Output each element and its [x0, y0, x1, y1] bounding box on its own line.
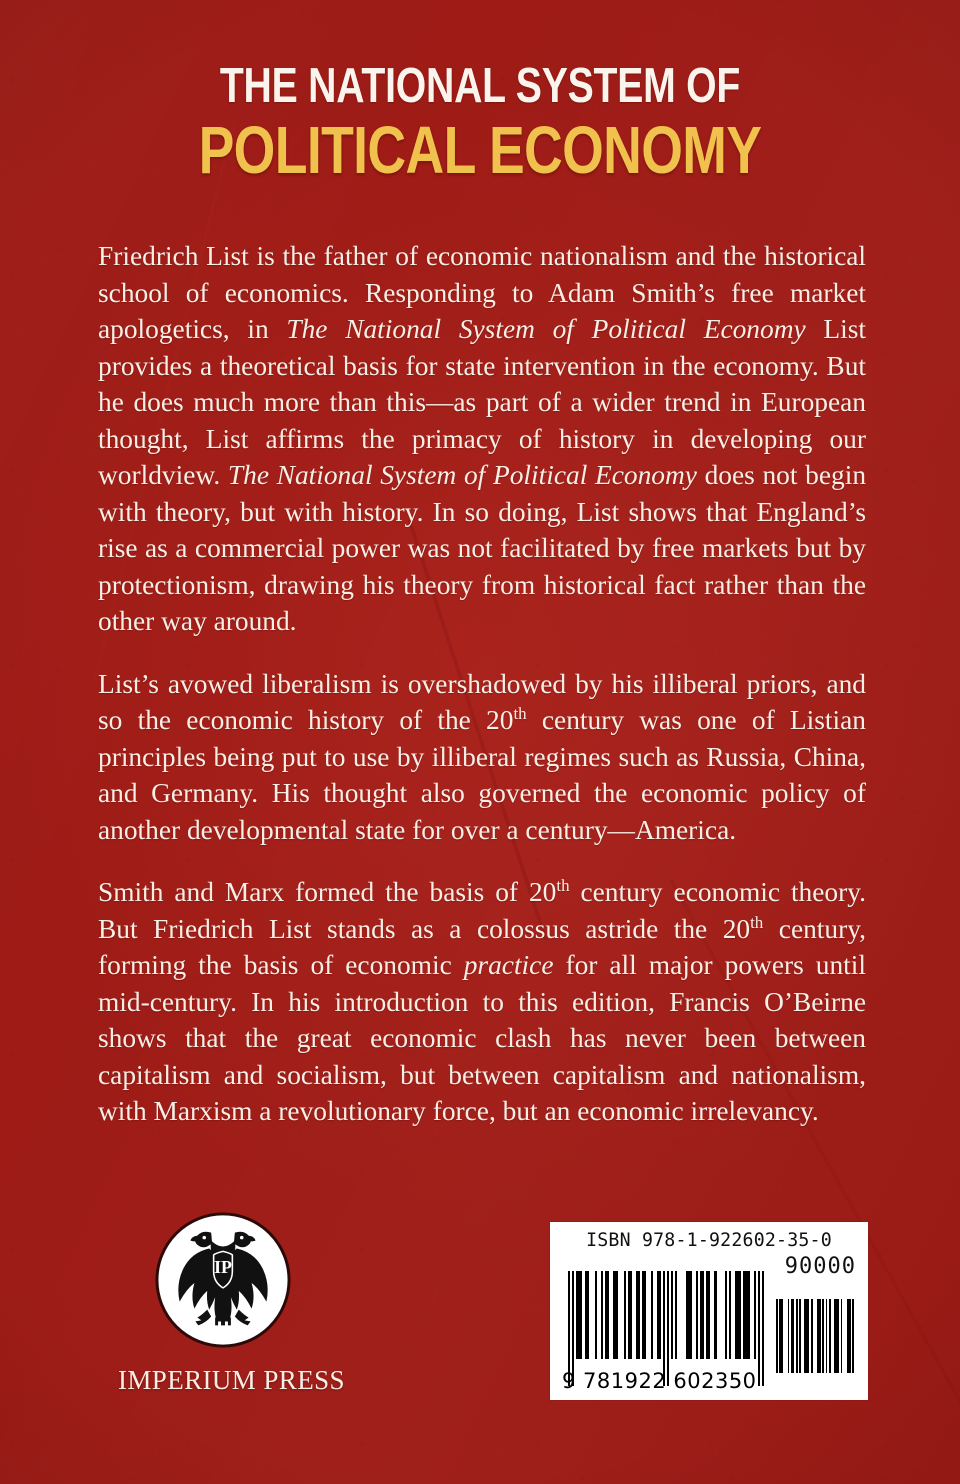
- double-headed-eagle-icon: [154, 1211, 292, 1349]
- book-title: [0, 59, 960, 188]
- blurb-paragraph-2: [98, 666, 866, 849]
- blurb-p1-book-title-1: The National System of Political Economy: [286, 314, 806, 344]
- blurb-p1-book-title-2: The National System of Political Economy: [227, 460, 697, 490]
- ean5-addon-bars: [776, 1299, 854, 1373]
- blurb-paragraph-3: [98, 874, 866, 1130]
- blurb-p3-text-4: for all major powers until mid-century. In his introduction to this edition, Francis O’Beirne shows that the great economic clash has never been between capitalism and socialism, but between capitalism and nationalism, with Marxism a revolutionary force, but an economic irrelevancy.: [98, 950, 866, 1126]
- blurb-p2-text-2: century was one of Listian principles being put to use by illiberal regimes such as Russia, China, and Germany. His thought also governed the economic policy of another developmental state for over a century—America.: [98, 705, 866, 845]
- isbn-text: ISBN 978-1-922602-35-0: [586, 1229, 832, 1251]
- publisher-name: IMPERIUM PRESS: [118, 1365, 345, 1395]
- blurb-p3-text-3: century, forming the basis of economic: [98, 913, 866, 980]
- title-line-1: THE NATIONAL SYSTEM OF: [219, 59, 741, 113]
- price-code-text: 90000: [784, 1254, 856, 1279]
- blurb-p2-ordinal-1: th: [513, 703, 527, 723]
- isbn-barcode: [550, 1222, 868, 1400]
- ean13-bars: [568, 1271, 764, 1373]
- back-cover-blurb: [98, 238, 866, 1130]
- blurb-p1-text-1: Friedrich List is the father of economic nationalism and the historical school of economics. Responding to Adam Smith’s free market apologetics, in: [98, 241, 866, 344]
- publisher-monogram: IP: [214, 1257, 232, 1278]
- blurb-p3-emphasis: practice: [463, 950, 554, 980]
- publisher-block: [118, 1211, 345, 1396]
- blurb-p3-ordinal-2: th: [750, 912, 764, 932]
- ean-digits-text: 9 781922 602350: [562, 1369, 757, 1393]
- blurb-p3-text-2: century economic theory. But Friedrich List stands as a colossus astride the 20: [98, 877, 866, 944]
- blurb-p2-text-1: List’s avowed liberalism is overshadowed by his illiberal priors, and so the economic history of the 20: [98, 668, 866, 735]
- barcode-bars-area: [560, 1257, 858, 1395]
- title-line-2: POLITICAL ECONOMY: [198, 113, 762, 188]
- blurb-p3-ordinal-1: th: [556, 875, 570, 895]
- blurb-p3-text-1: Smith and Marx formed the basis of 20: [98, 877, 557, 907]
- blurb-paragraph-1: [98, 238, 866, 640]
- blurb-p1-text-3: does not begin with theory, but with history. In so doing, List shows that England’s rise as a commercial power was not facilitated by free markets but by protectionism, drawing his theory from historical fact rather than the other way around.: [98, 460, 867, 636]
- blurb-p1-text-2: List provides a theoretical basis for state intervention in the economy. But he does much more than this—as part of a wider trend in European thought, List affirms the primacy of history in developing our worldview.: [98, 314, 866, 490]
